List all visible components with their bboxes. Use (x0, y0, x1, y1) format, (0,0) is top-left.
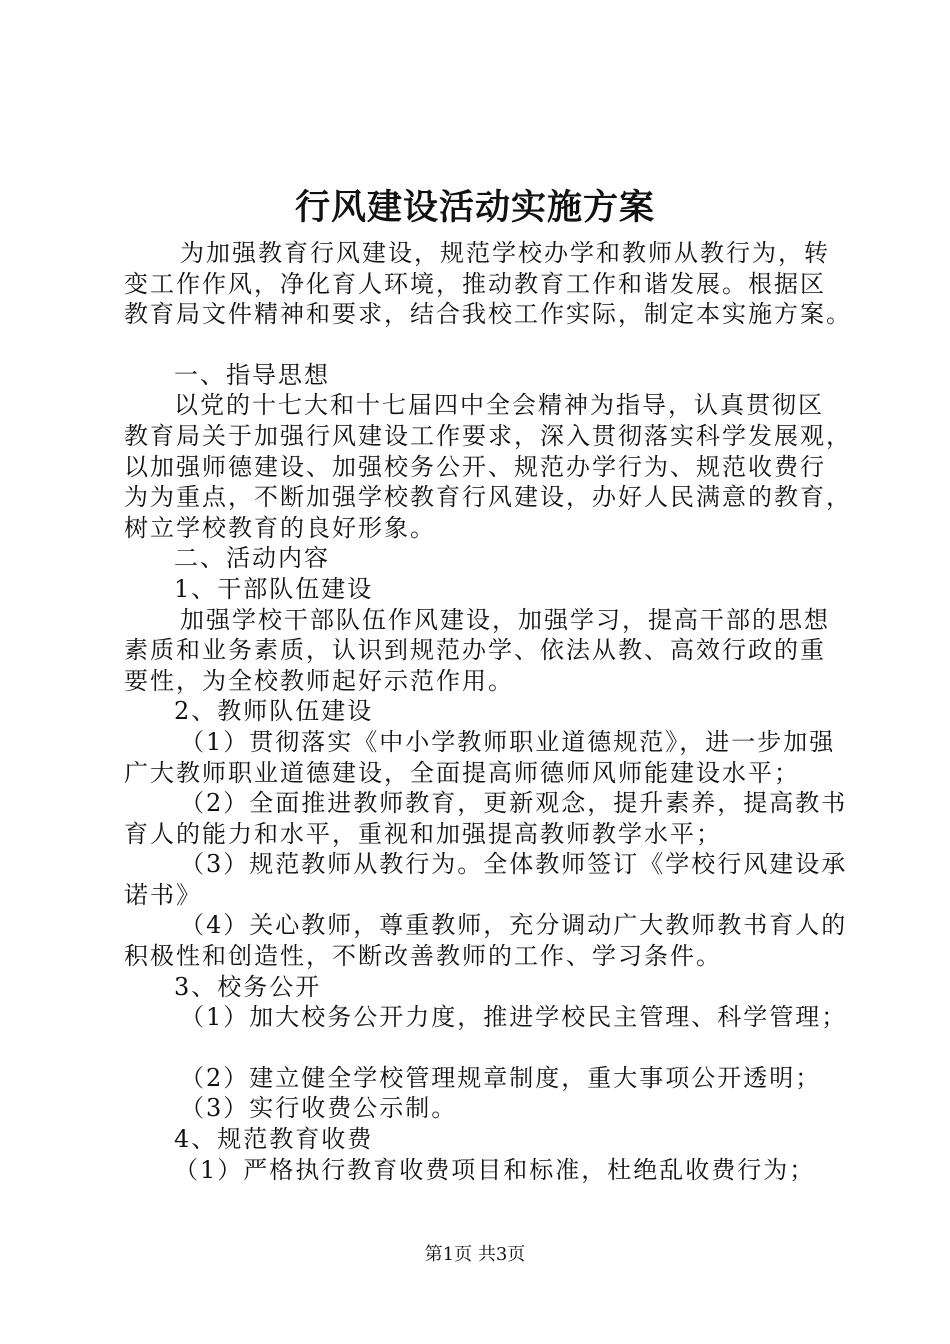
document-title: 行风建设活动实施方案 (294, 187, 655, 228)
list-item: （4）关心教师，尊重教师，充分调动广大教师教书育人的 (180, 911, 848, 940)
list-item: （1）严格执行教育收费项目和标准，杜绝乱收费行为； (174, 1155, 816, 1184)
list-item: （2）全面推进教师教育，更新观念，提升素养，提高教书 (180, 789, 848, 818)
paragraph-line: 树立学校教育的良好形象。 (124, 513, 436, 542)
document-body (124, 238, 852, 1185)
paragraph-gap (124, 330, 836, 360)
list-item: （2）建立健全学校管理规章制度，重大事项公开透明； (180, 1063, 822, 1092)
subsection-heading: 1、干部队伍建设 (174, 574, 374, 603)
list-item: （3）实行收费公示制。 (180, 1094, 458, 1123)
paragraph-line: 以加强师德建设、加强校务公开、规范办学行为、规范收费行 (124, 452, 826, 481)
list-item: （3）规范教师从教行为。全体教师签订《学校行风建设承 (180, 850, 848, 879)
paragraph-line: 素质和业务素质，认识到规范办学、依法从教、高效行政的重 (124, 636, 826, 665)
list-item: （1）贯彻落实《中小学教师职业道德规范》，进一步加强 (180, 727, 836, 756)
paragraph-line: 广大教师职业道德建设，全面提高师德师风师能建设水平； (124, 758, 800, 787)
section-heading: 二、活动内容 (174, 544, 330, 573)
page-footer: 第1页 共3页 (424, 1244, 526, 1265)
paragraph-line: 变工作作风，净化育人环境，推动教育工作和谐发展。根据区 (124, 269, 826, 298)
subsection-heading: 2、教师队伍建设 (174, 697, 374, 726)
paragraph-line: 要性，为全校教师起好示范作用。 (124, 666, 514, 695)
paragraph-line: 教育局关于加强行风建设工作要求，深入贯彻落实科学发展观， (124, 421, 852, 450)
list-item: （1）加大校务公开力度，推进学校民主管理、科学管理； (180, 1003, 848, 1032)
section-heading: 一、指导思想 (174, 360, 330, 389)
paragraph-line: 为为重点，不断加强学校教育行风建设，办好人民满意的教育， (124, 483, 852, 512)
paragraph-line: 为加强教育行风建设，规范学校办学和教师从教行为，转 (180, 239, 830, 267)
paragraph-line: 教育局文件精神和要求，结合我校工作实际，制定本实施方案。 (124, 300, 852, 329)
paragraph-line: 育人的能力和水平，重视和加强提高教师教学水平； (124, 819, 722, 848)
paragraph-line: 加强学校干部队伍作风建设，加强学习，提高干部的思想 (180, 605, 830, 634)
subsection-heading: 4、规范教育收费 (174, 1125, 374, 1154)
paragraph-line: 积极性和创造性，不断改善教师的工作、学习条件。 (124, 942, 722, 971)
paragraph-line: 以党的十七大和十七届四中全会精神为指导，认真贯彻区 (174, 391, 824, 420)
paragraph-gap (124, 1033, 836, 1063)
subsection-heading: 3、校务公开 (174, 972, 322, 1001)
paragraph-line: 诺书》 (124, 880, 202, 909)
